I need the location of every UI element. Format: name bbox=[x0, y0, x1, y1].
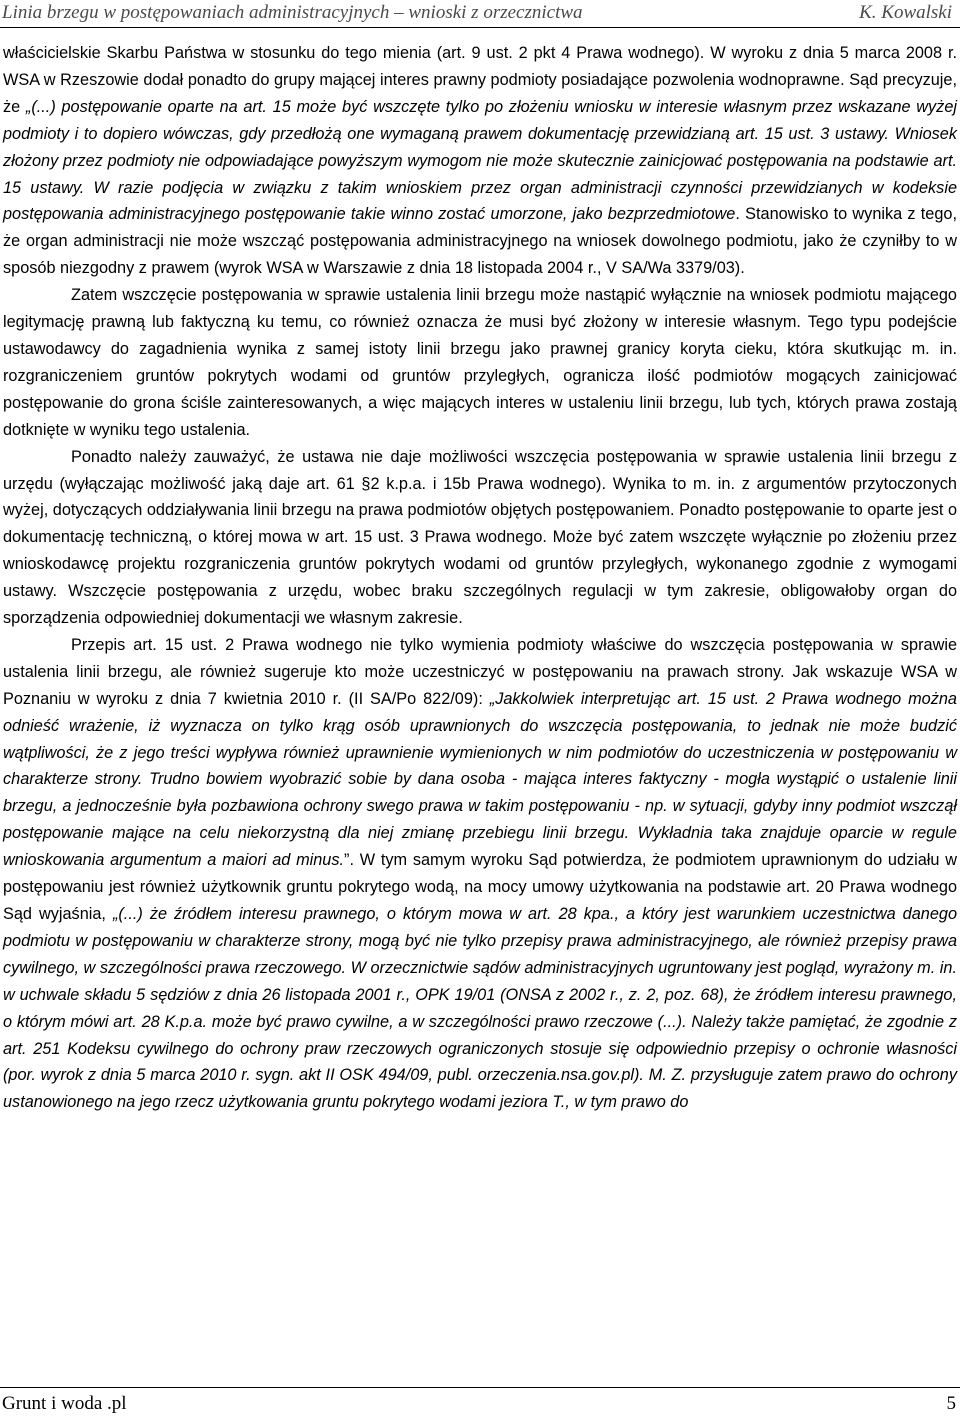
paragraph-1 bbox=[3, 40, 957, 282]
paragraph-1-text: właścicielskie Skarbu Państwa w stosunku do tego mienia (art. 9 ust. 2 pkt 4 Prawa wodnego). W wyroku z dnia 5 marca 2008 r. WSA w Rzeszowie dodał ponadto do grupy mającej interes prawny podmioty posiadające pozwolenia wodnoprawne. Sąd precyzuje, że bbox=[3, 44, 957, 116]
paragraph-4 bbox=[3, 632, 957, 1116]
page-number: 5 bbox=[946, 1393, 956, 1414]
document-body bbox=[3, 40, 957, 1116]
paragraph-3: Ponadto należy zauważyć, że ustawa nie daje możliwości wszczęcia postępowania w sprawie ustalenia linii brzegu z urzędu (wyłączając możliwość jaką daje art. 61 §2 k.p.a. i 15b Prawa wodnego). Wynika to m. in. z argumentów przytoczonych wyżej, dotyczących oddziaływania linii brzegu na prawa podmiotów objętych postępowaniem. Ponadto postępowanie to oparte jest o dokumentację techniczną, o której mowa w art. 15 ust. 3 Prawa wodnego. Może być zatem wszczęte wyłącznie po złożeniu przez wnioskodawcę projektu rozgraniczenia gruntów pokrytych wodami od gruntów przyległych, wykonanego zgodnie z wymogami ustawy. Wszczęcie postępowania z urzędu, wobec braku szczególnych regulacji w tym zakresie, obligowałoby organ do sporządzenia odpowiedniej dokumentacji we własnym zakresie. bbox=[3, 447, 957, 628]
header-title: Linia brzegu w postępowaniach administracyjnych – wnioski z orzecznictwa bbox=[2, 2, 583, 23]
court-quote-3: „(...) że źródłem interesu prawnego, o którym mowa w art. 28 kpa., a który jest warunkiem uczestnictwa danego podmiotu w postępowaniu w charakterze strony, mogą być nie tylko przepisy prawa administracyjnego, ale również przepisy prawa cywilnego, w szczególności prawa rzeczowego. W orzecznictwie sądów administracyjnych ugruntowany jest pogląd, wyrażony m. in. w uchwale składu 5 sędziów z dnia 26 listopada 2001 r., OPK 19/01 (ONSA z 2002 r., z. 2, poz. 68), że źródłem interesu prawnego, o którym mówi art. 28 K.p.a. może być prawo cywilne, a w szczególności prawo rzeczowe (...). Należy także pamiętać, że zgodnie z art. 251 Kodeksu cywilnego do ochrony praw rzeczowych ograniczonych stosuje się odpowiednio przepisy o ochronie własności (por. wyrok z dnia 5 marca 2010 r. sygn. akt II OSK 494/09, publ. orzeczenia.nsa.gov.pl). M. Z. przysługuje zatem prawo do ochrony ustanowionego na jego rzecz użytkowania gruntu pokrytego wodami jeziora T., w tym prawo do bbox=[3, 905, 958, 1112]
paragraph-4-text: Przepis art. 15 ust. 2 Prawa wodnego nie tylko wymienia podmioty właściwe do wszczęcia postępowania w sprawie ustalenia linii brzegu, ale również sugeruje kto może uczestniczyć w postępowaniu na prawach strony. Jak wskazuje WSA w Poznaniu w wyroku z dnia 7 kwietnia 2010 r. (II SA/Po 822/09): bbox=[3, 635, 957, 708]
court-quote-2: „Jakkolwiek interpretując art. 15 ust. 2 Prawa wodnego można odnieść wrażenie, iż wyznacza on tylko krąg osób uprawnionych do wszczęcia postępowania, to jednak nie może budzić wątpliwości, że z jego treści wypływa również uprawnienie wymienionych w nim podmiotów do uczestniczenia w postępowaniu w charakterze strony. Trudno bowiem wyobrazić sobie by dana osoba - mająca interes faktyczny - mogła wystąpić o ustalenie linii brzegu, a jednocześnie była pozbawiona ochrony swego prawa w takim postępowaniu - np. w sytuacji, gdyby inny podmiot wszczął postępowanie mające na celu niekorzystną dla niej zmianę przebiegu linii brzegu. Wykładnia taka znajduje oparcie w regule wnioskowania argumentum a maiori ad minus. bbox=[3, 689, 957, 870]
paragraph-1-text-cont: . Stanowisko to wynika z tego, że organ administracji nie może wszcząć postępowania administracyjnego na wniosek dowolnego podmiotu, jako że czyniłby to w sposób niezgodny z prawem (wyrok WSA w Warszawie z dnia 18 listopada 2004 r., V SA/Wa 3379/03). bbox=[3, 205, 957, 278]
paragraph-2: Zatem wszczęcie postępowania w sprawie ustalenia linii brzegu może nastąpić wyłącznie na wniosek podmiotu mającego legitymację prawną lub faktyczną ku temu, co również oznacza że musi być złożony w interesie własnym. Tego typu podejście ustawodawcy do zagadnienia wynika z samej istoty linii brzegu jako prawnej granicy koryta cieku, która skutkując m. in. rozgraniczeniem gruntów pokrytych wodami od gruntów przyległych, ogranicza ilość podmiotów mogących zainicjować postępowanie do grona ściśle zainteresowanych, a więc mających interes w ustaleniu linii brzegu, lub tych, których prawa zostają dotknięte w wyniku tego ustalenia. bbox=[3, 286, 957, 439]
page-footer bbox=[0, 1387, 960, 1417]
page-header bbox=[0, 0, 960, 28]
paragraph-4-text-cont: ”. W tym samym wyroku Sąd potwierdza, że podmiotem uprawnionym do udziału w postępowaniu jest również użytkownik gruntu pokrytego wodą, na mocy umowy użytkowania na podstawie art. 20 Prawa wodnego Sąd wyjaśnia, bbox=[3, 851, 958, 923]
footer-site: Grunt i woda .pl bbox=[2, 1393, 127, 1414]
header-author: K. Kowalski bbox=[859, 2, 952, 23]
court-quote-1: „(...) postępowanie oparte na art. 15 może być wszczęte tylko po złożeniu wniosku w interesie własnym przez wskazane wyżej podmioty i to dopiero wówczas, gdy przedłożą one wymaganą prawem dokumentację przewidzianą art. 15 ust. 3 ustawy. Wniosek złożony przez podmioty nie odpowiadające powyższym wymogom nie może skutecznie zainicjować postępowania na podstawie art. 15 ustawy. W razie podjęcia w związku z takim wnioskiem przez organ administracji czynności przewidzianych w kodeksie postępowania administracyjnego postępowanie takie winno zostać umorzone, jako bezprzedmiotowe bbox=[3, 97, 957, 224]
